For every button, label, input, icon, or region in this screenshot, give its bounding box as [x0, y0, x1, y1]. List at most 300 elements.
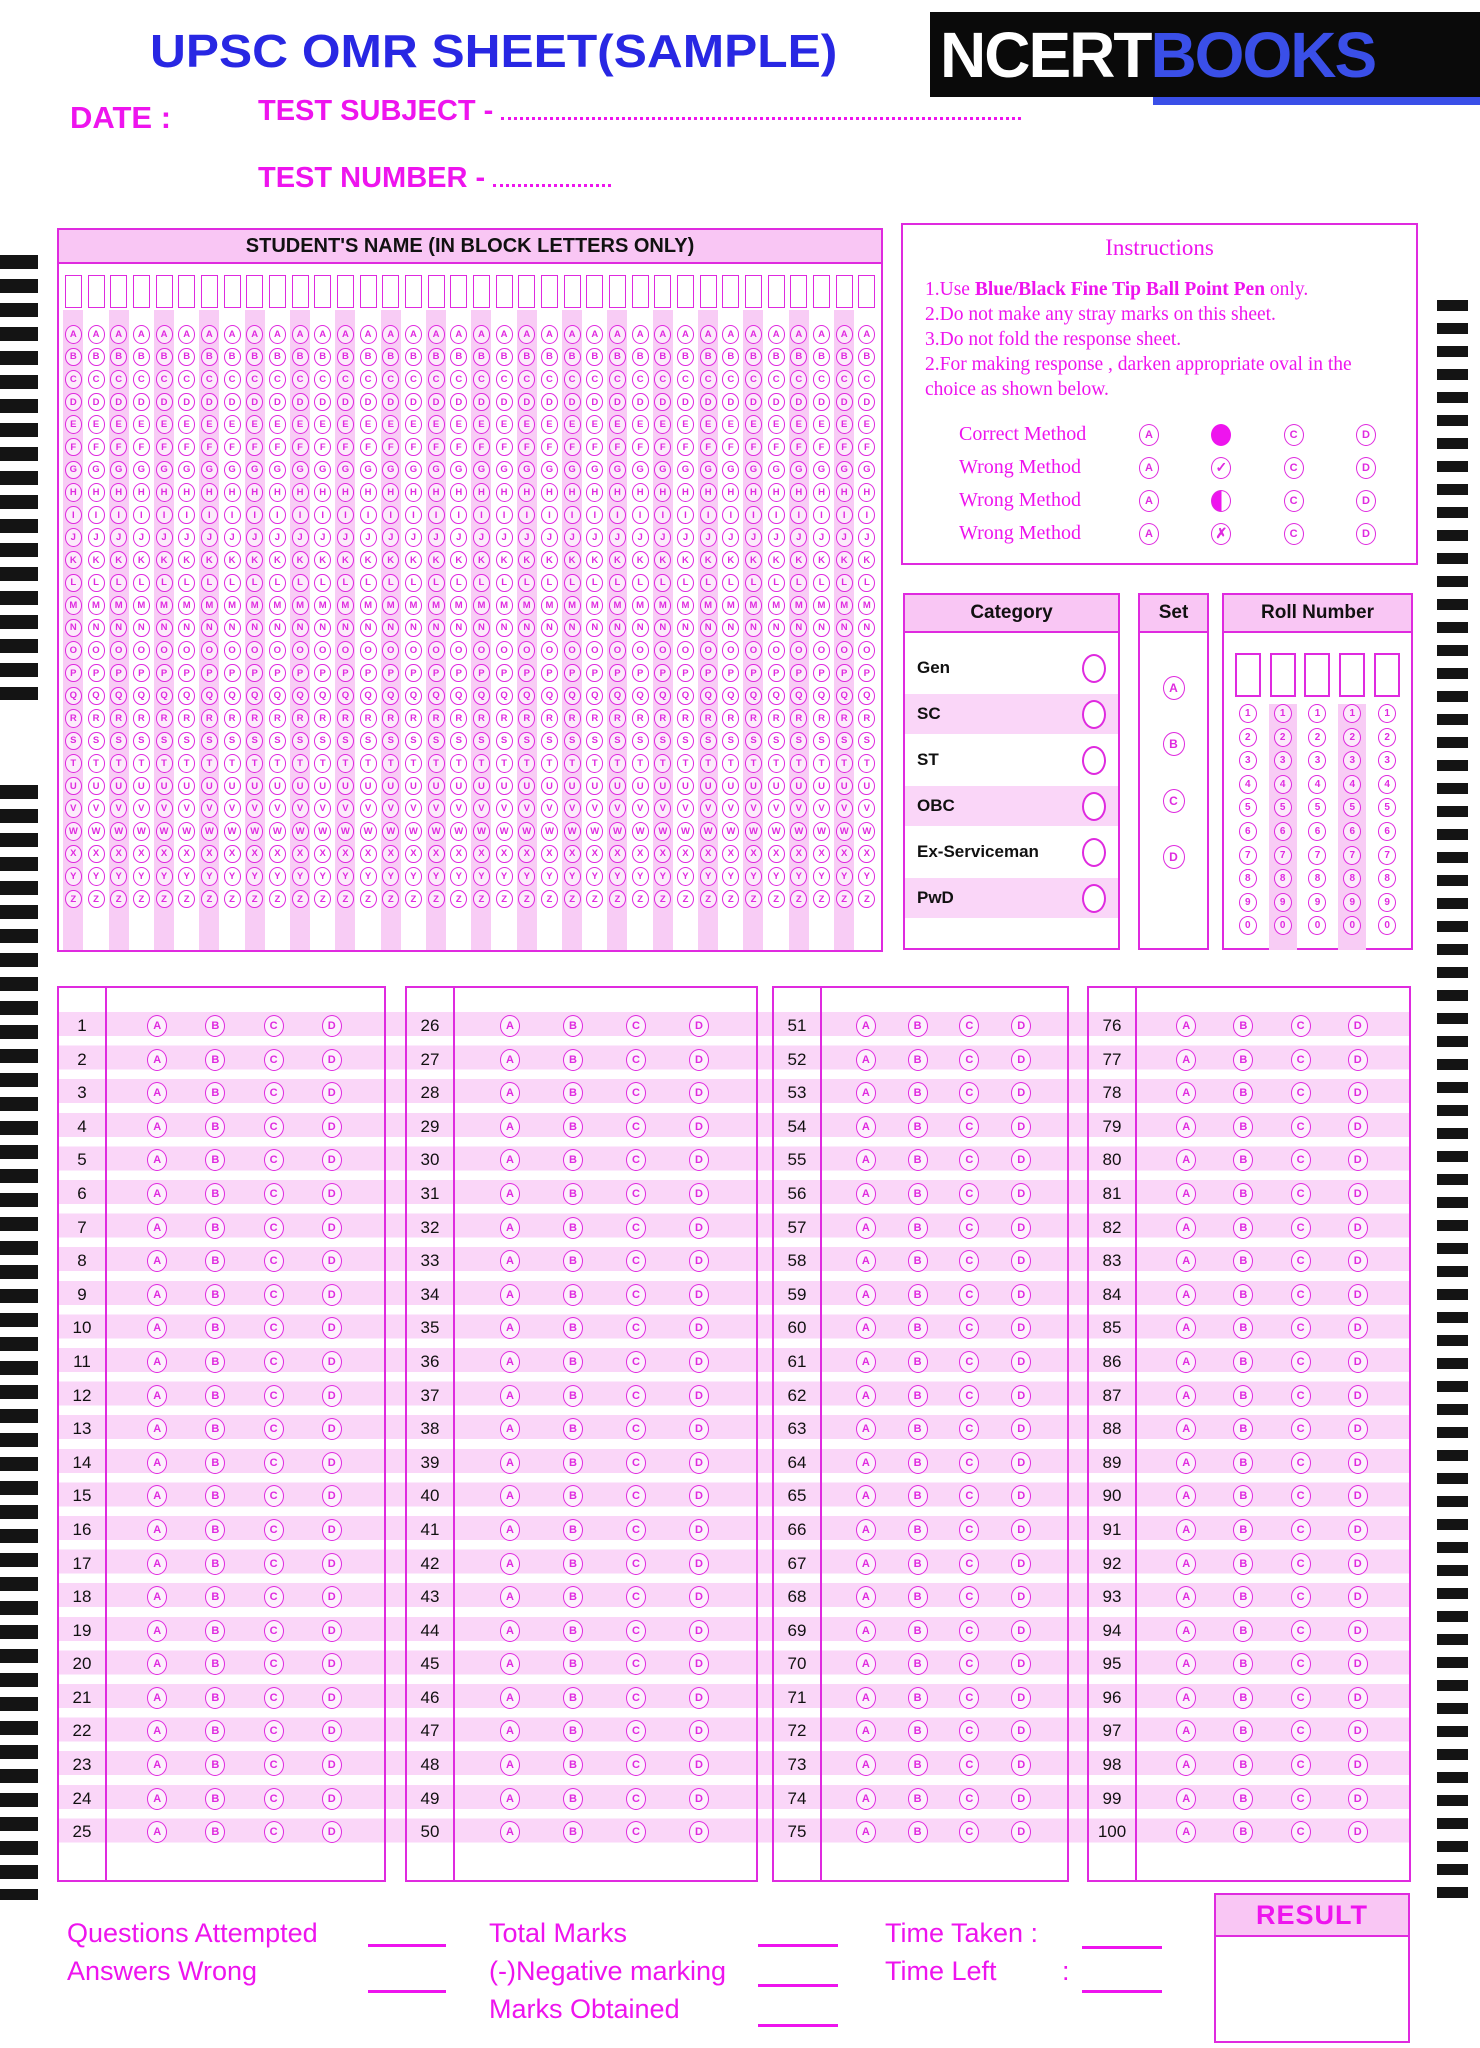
name-bubble-H[interactable]: H — [156, 483, 173, 502]
roll-bubble-5[interactable]: 5 — [1274, 798, 1292, 817]
name-bubble-M[interactable]: M — [224, 596, 241, 615]
name-bubble-V[interactable]: V — [110, 799, 127, 818]
name-bubble-P[interactable]: P — [337, 664, 354, 683]
answer-bubble-74-B[interactable]: B — [908, 1788, 928, 1810]
name-bubble-Y[interactable]: Y — [790, 867, 807, 886]
name-bubble-G[interactable]: G — [156, 461, 173, 480]
name-bubble-T[interactable]: T — [178, 754, 195, 773]
name-bubble-X[interactable]: X — [292, 845, 309, 864]
roll-bubble-7[interactable]: 7 — [1239, 846, 1257, 865]
name-bubble-X[interactable]: X — [541, 845, 558, 864]
name-bubble-X[interactable]: X — [790, 845, 807, 864]
roll-bubble-8[interactable]: 8 — [1308, 869, 1326, 888]
name-bubble-D[interactable]: D — [405, 393, 422, 412]
answer-bubble-7-D[interactable]: D — [322, 1217, 342, 1239]
name-bubble-D[interactable]: D — [428, 393, 445, 412]
name-bubble-N[interactable]: N — [224, 619, 241, 638]
name-bubble-W[interactable]: W — [541, 822, 558, 841]
name-bubble-S[interactable]: S — [813, 732, 830, 751]
name-bubble-Y[interactable]: Y — [360, 867, 377, 886]
name-bubble-R[interactable]: R — [496, 709, 513, 728]
name-bubble-F[interactable]: F — [110, 438, 127, 457]
answer-bubble-16-C[interactable]: C — [264, 1519, 284, 1541]
name-bubble-Q[interactable]: Q — [65, 687, 82, 706]
name-bubble-T[interactable]: T — [405, 754, 422, 773]
name-bubble-I[interactable]: I — [722, 506, 739, 525]
name-bubble-L[interactable]: L — [156, 574, 173, 593]
answer-bubble-3-A[interactable]: A — [147, 1082, 167, 1104]
answer-bubble-57-C[interactable]: C — [959, 1217, 979, 1239]
answer-bubble-8-C[interactable]: C — [264, 1250, 284, 1272]
roll-digit-box[interactable] — [1270, 653, 1296, 697]
answer-bubble-92-B[interactable]: B — [1233, 1553, 1253, 1575]
name-bubble-K[interactable]: K — [518, 551, 535, 570]
name-bubble-O[interactable]: O — [813, 641, 830, 660]
answer-bubble-52-B[interactable]: B — [908, 1049, 928, 1071]
answer-bubble-79-D[interactable]: D — [1348, 1116, 1368, 1138]
answer-bubble-65-D[interactable]: D — [1011, 1485, 1031, 1507]
name-bubble-M[interactable]: M — [858, 596, 875, 615]
name-letter-box[interactable] — [88, 275, 105, 308]
answer-bubble-43-B[interactable]: B — [563, 1586, 583, 1608]
answer-bubble-96-B[interactable]: B — [1233, 1687, 1253, 1709]
answer-bubble-24-C[interactable]: C — [264, 1788, 284, 1810]
answer-bubble-84-D[interactable]: D — [1348, 1284, 1368, 1306]
name-bubble-R[interactable]: R — [541, 709, 558, 728]
answer-bubble-81-B[interactable]: B — [1233, 1183, 1253, 1205]
name-bubble-S[interactable]: S — [201, 732, 218, 751]
answer-bubble-51-C[interactable]: C — [959, 1015, 979, 1037]
name-bubble-K[interactable]: K — [110, 551, 127, 570]
name-bubble-C[interactable]: C — [768, 370, 785, 389]
name-bubble-P[interactable]: P — [609, 664, 626, 683]
name-bubble-R[interactable]: R — [224, 709, 241, 728]
name-bubble-C[interactable]: C — [88, 370, 105, 389]
name-bubble-L[interactable]: L — [632, 574, 649, 593]
name-bubble-S[interactable]: S — [745, 732, 762, 751]
answer-bubble-35-C[interactable]: C — [626, 1317, 646, 1339]
name-bubble-O[interactable]: O — [450, 641, 467, 660]
answer-bubble-49-D[interactable]: D — [689, 1788, 709, 1810]
name-bubble-O[interactable]: O — [428, 641, 445, 660]
name-bubble-G[interactable]: G — [133, 461, 150, 480]
name-bubble-H[interactable]: H — [700, 483, 717, 502]
answer-bubble-68-C[interactable]: C — [959, 1586, 979, 1608]
name-bubble-W[interactable]: W — [246, 822, 263, 841]
name-bubble-K[interactable]: K — [586, 551, 603, 570]
name-bubble-R[interactable]: R — [292, 709, 309, 728]
name-bubble-I[interactable]: I — [700, 506, 717, 525]
answer-bubble-70-D[interactable]: D — [1011, 1653, 1031, 1675]
name-bubble-S[interactable]: S — [700, 732, 717, 751]
name-bubble-A[interactable]: A — [269, 325, 286, 344]
name-bubble-T[interactable]: T — [292, 754, 309, 773]
name-bubble-Z[interactable]: Z — [518, 890, 535, 909]
name-bubble-P[interactable]: P — [632, 664, 649, 683]
name-bubble-Q[interactable]: Q — [586, 687, 603, 706]
answer-bubble-28-A[interactable]: A — [500, 1082, 520, 1104]
name-bubble-I[interactable]: I — [745, 506, 762, 525]
name-bubble-E[interactable]: E — [246, 415, 263, 434]
answer-bubble-78-D[interactable]: D — [1348, 1082, 1368, 1104]
name-bubble-N[interactable]: N — [745, 619, 762, 638]
name-bubble-U[interactable]: U — [586, 777, 603, 796]
name-bubble-I[interactable]: I — [541, 506, 558, 525]
name-bubble-P[interactable]: P — [156, 664, 173, 683]
name-bubble-G[interactable]: G — [632, 461, 649, 480]
name-bubble-R[interactable]: R — [110, 709, 127, 728]
name-bubble-G[interactable]: G — [337, 461, 354, 480]
answer-bubble-50-A[interactable]: A — [500, 1821, 520, 1843]
answer-bubble-33-A[interactable]: A — [500, 1250, 520, 1272]
name-bubble-M[interactable]: M — [269, 596, 286, 615]
answer-bubble-98-C[interactable]: C — [1291, 1754, 1311, 1776]
name-bubble-F[interactable]: F — [632, 438, 649, 457]
roll-bubble-2[interactable]: 2 — [1308, 728, 1326, 747]
name-bubble-Y[interactable]: Y — [473, 867, 490, 886]
answer-bubble-46-A[interactable]: A — [500, 1687, 520, 1709]
name-bubble-I[interactable]: I — [813, 506, 830, 525]
answer-bubble-60-A[interactable]: A — [856, 1317, 876, 1339]
name-bubble-B[interactable]: B — [564, 348, 581, 367]
answer-bubble-78-A[interactable]: A — [1176, 1082, 1196, 1104]
name-bubble-G[interactable]: G — [224, 461, 241, 480]
answer-bubble-68-B[interactable]: B — [908, 1586, 928, 1608]
answer-bubble-22-A[interactable]: A — [147, 1720, 167, 1742]
name-bubble-Y[interactable]: Y — [178, 867, 195, 886]
name-bubble-B[interactable]: B — [201, 348, 218, 367]
name-bubble-H[interactable]: H — [110, 483, 127, 502]
answer-bubble-31-D[interactable]: D — [689, 1183, 709, 1205]
name-bubble-X[interactable]: X — [722, 845, 739, 864]
name-bubble-E[interactable]: E — [428, 415, 445, 434]
answer-bubble-1-D[interactable]: D — [322, 1015, 342, 1037]
name-bubble-C[interactable]: C — [722, 370, 739, 389]
name-bubble-M[interactable]: M — [654, 596, 671, 615]
name-bubble-T[interactable]: T — [632, 754, 649, 773]
name-bubble-G[interactable]: G — [314, 461, 331, 480]
name-bubble-S[interactable]: S — [768, 732, 785, 751]
name-bubble-V[interactable]: V — [360, 799, 377, 818]
answer-bubble-67-B[interactable]: B — [908, 1553, 928, 1575]
name-bubble-G[interactable]: G — [586, 461, 603, 480]
name-bubble-I[interactable]: I — [518, 506, 535, 525]
name-bubble-C[interactable]: C — [836, 370, 853, 389]
answer-bubble-14-C[interactable]: C — [264, 1452, 284, 1474]
answer-bubble-36-D[interactable]: D — [689, 1351, 709, 1373]
name-bubble-J[interactable]: J — [700, 528, 717, 547]
name-bubble-M[interactable]: M — [178, 596, 195, 615]
name-bubble-E[interactable]: E — [541, 415, 558, 434]
name-bubble-L[interactable]: L — [813, 574, 830, 593]
name-bubble-Z[interactable]: Z — [632, 890, 649, 909]
name-bubble-L[interactable]: L — [292, 574, 309, 593]
answer-bubble-19-C[interactable]: C — [264, 1620, 284, 1642]
answer-bubble-76-A[interactable]: A — [1176, 1015, 1196, 1037]
answer-bubble-64-A[interactable]: A — [856, 1452, 876, 1474]
name-bubble-Z[interactable]: Z — [790, 890, 807, 909]
name-bubble-K[interactable]: K — [292, 551, 309, 570]
name-bubble-Y[interactable]: Y — [496, 867, 513, 886]
name-bubble-M[interactable]: M — [564, 596, 581, 615]
name-bubble-B[interactable]: B — [360, 348, 377, 367]
answer-bubble-83-D[interactable]: D — [1348, 1250, 1368, 1272]
answer-bubble-24-B[interactable]: B — [205, 1788, 225, 1810]
name-bubble-Q[interactable]: Q — [405, 687, 422, 706]
name-bubble-V[interactable]: V — [473, 799, 490, 818]
name-bubble-Q[interactable]: Q — [178, 687, 195, 706]
name-bubble-S[interactable]: S — [337, 732, 354, 751]
name-bubble-Y[interactable]: Y — [813, 867, 830, 886]
name-bubble-F[interactable]: F — [518, 438, 535, 457]
answer-bubble-2-B[interactable]: B — [205, 1049, 225, 1071]
name-bubble-S[interactable]: S — [178, 732, 195, 751]
answer-bubble-81-D[interactable]: D — [1348, 1183, 1368, 1205]
answer-bubble-18-B[interactable]: B — [205, 1586, 225, 1608]
name-bubble-R[interactable]: R — [269, 709, 286, 728]
name-bubble-F[interactable]: F — [722, 438, 739, 457]
roll-bubble-5[interactable]: 5 — [1239, 798, 1257, 817]
name-bubble-J[interactable]: J — [201, 528, 218, 547]
name-bubble-C[interactable]: C — [541, 370, 558, 389]
name-bubble-D[interactable]: D — [654, 393, 671, 412]
name-bubble-I[interactable]: I — [632, 506, 649, 525]
answer-bubble-95-B[interactable]: B — [1233, 1653, 1253, 1675]
answer-bubble-61-A[interactable]: A — [856, 1351, 876, 1373]
name-bubble-B[interactable]: B — [405, 348, 422, 367]
name-bubble-U[interactable]: U — [518, 777, 535, 796]
answer-bubble-46-D[interactable]: D — [689, 1687, 709, 1709]
name-bubble-U[interactable]: U — [473, 777, 490, 796]
name-bubble-U[interactable]: U — [246, 777, 263, 796]
name-bubble-Y[interactable]: Y — [246, 867, 263, 886]
name-letter-box[interactable] — [201, 275, 218, 308]
roll-bubble-5[interactable]: 5 — [1343, 798, 1361, 817]
name-letter-box[interactable] — [314, 275, 331, 308]
name-bubble-Z[interactable]: Z — [360, 890, 377, 909]
name-bubble-K[interactable]: K — [473, 551, 490, 570]
name-bubble-M[interactable]: M — [405, 596, 422, 615]
name-bubble-J[interactable]: J — [405, 528, 422, 547]
name-bubble-A[interactable]: A — [405, 325, 422, 344]
name-bubble-X[interactable]: X — [88, 845, 105, 864]
answer-bubble-13-A[interactable]: A — [147, 1418, 167, 1440]
answer-bubble-58-D[interactable]: D — [1011, 1250, 1031, 1272]
answer-bubble-71-D[interactable]: D — [1011, 1687, 1031, 1709]
name-bubble-E[interactable]: E — [858, 415, 875, 434]
answer-bubble-15-C[interactable]: C — [264, 1485, 284, 1507]
roll-bubble-8[interactable]: 8 — [1343, 869, 1361, 888]
name-bubble-D[interactable]: D — [88, 393, 105, 412]
name-bubble-D[interactable]: D — [745, 393, 762, 412]
name-bubble-V[interactable]: V — [700, 799, 717, 818]
answer-bubble-69-A[interactable]: A — [856, 1620, 876, 1642]
name-bubble-D[interactable]: D — [518, 393, 535, 412]
answer-bubble-13-C[interactable]: C — [264, 1418, 284, 1440]
name-letter-box[interactable] — [745, 275, 762, 308]
name-bubble-H[interactable]: H — [677, 483, 694, 502]
answer-bubble-15-D[interactable]: D — [322, 1485, 342, 1507]
name-bubble-S[interactable]: S — [836, 732, 853, 751]
name-bubble-G[interactable]: G — [473, 461, 490, 480]
name-bubble-L[interactable]: L — [269, 574, 286, 593]
name-bubble-N[interactable]: N — [473, 619, 490, 638]
name-bubble-U[interactable]: U — [269, 777, 286, 796]
name-bubble-P[interactable]: P — [292, 664, 309, 683]
name-bubble-L[interactable]: L — [609, 574, 626, 593]
answer-bubble-33-D[interactable]: D — [689, 1250, 709, 1272]
name-bubble-G[interactable]: G — [65, 461, 82, 480]
answer-bubble-18-A[interactable]: A — [147, 1586, 167, 1608]
name-bubble-D[interactable]: D — [564, 393, 581, 412]
name-bubble-T[interactable]: T — [201, 754, 218, 773]
answer-bubble-29-D[interactable]: D — [689, 1116, 709, 1138]
answer-bubble-51-D[interactable]: D — [1011, 1015, 1031, 1037]
answer-bubble-26-C[interactable]: C — [626, 1015, 646, 1037]
name-letter-box[interactable] — [836, 275, 853, 308]
name-bubble-T[interactable]: T — [768, 754, 785, 773]
answer-bubble-27-C[interactable]: C — [626, 1049, 646, 1071]
answer-bubble-30-D[interactable]: D — [689, 1149, 709, 1171]
name-bubble-W[interactable]: W — [858, 822, 875, 841]
answer-bubble-10-C[interactable]: C — [264, 1317, 284, 1339]
answer-bubble-81-A[interactable]: A — [1176, 1183, 1196, 1205]
name-bubble-D[interactable]: D — [201, 393, 218, 412]
test-number-input[interactable] — [493, 163, 611, 187]
name-bubble-M[interactable]: M — [518, 596, 535, 615]
name-bubble-P[interactable]: P — [745, 664, 762, 683]
name-letter-box[interactable] — [768, 275, 785, 308]
roll-bubble-7[interactable]: 7 — [1343, 846, 1361, 865]
answer-bubble-72-B[interactable]: B — [908, 1720, 928, 1742]
name-bubble-T[interactable]: T — [654, 754, 671, 773]
name-bubble-X[interactable]: X — [246, 845, 263, 864]
name-bubble-F[interactable]: F — [292, 438, 309, 457]
name-bubble-V[interactable]: V — [609, 799, 626, 818]
name-bubble-O[interactable]: O — [768, 641, 785, 660]
name-letter-box[interactable] — [654, 275, 671, 308]
name-bubble-U[interactable]: U — [405, 777, 422, 796]
name-bubble-Z[interactable]: Z — [450, 890, 467, 909]
name-bubble-E[interactable]: E — [813, 415, 830, 434]
name-bubble-J[interactable]: J — [586, 528, 603, 547]
answer-bubble-13-B[interactable]: B — [205, 1418, 225, 1440]
name-bubble-T[interactable]: T — [428, 754, 445, 773]
roll-bubble-0[interactable]: 0 — [1378, 916, 1396, 935]
roll-bubble-3[interactable]: 3 — [1308, 751, 1326, 770]
answer-bubble-77-C[interactable]: C — [1291, 1049, 1311, 1071]
name-bubble-F[interactable]: F — [745, 438, 762, 457]
answer-bubble-53-A[interactable]: A — [856, 1082, 876, 1104]
name-bubble-N[interactable]: N — [609, 619, 626, 638]
name-bubble-N[interactable]: N — [790, 619, 807, 638]
answer-bubble-100-A[interactable]: A — [1176, 1821, 1196, 1843]
name-bubble-P[interactable]: P — [473, 664, 490, 683]
answer-bubble-37-A[interactable]: A — [500, 1385, 520, 1407]
name-bubble-F[interactable]: F — [496, 438, 513, 457]
answer-bubble-96-A[interactable]: A — [1176, 1687, 1196, 1709]
answer-bubble-17-D[interactable]: D — [322, 1553, 342, 1575]
answer-bubble-16-A[interactable]: A — [147, 1519, 167, 1541]
name-bubble-O[interactable]: O — [541, 641, 558, 660]
answer-bubble-59-A[interactable]: A — [856, 1284, 876, 1306]
category-bubble-pwd[interactable] — [1082, 884, 1106, 913]
answer-bubble-67-D[interactable]: D — [1011, 1553, 1031, 1575]
answer-bubble-54-B[interactable]: B — [908, 1116, 928, 1138]
name-bubble-N[interactable]: N — [269, 619, 286, 638]
roll-bubble-9[interactable]: 9 — [1308, 893, 1326, 912]
name-bubble-N[interactable]: N — [65, 619, 82, 638]
answer-bubble-82-A[interactable]: A — [1176, 1217, 1196, 1239]
answer-bubble-54-A[interactable]: A — [856, 1116, 876, 1138]
answer-bubble-4-A[interactable]: A — [147, 1116, 167, 1138]
name-bubble-P[interactable]: P — [768, 664, 785, 683]
answer-bubble-62-D[interactable]: D — [1011, 1385, 1031, 1407]
name-bubble-D[interactable]: D — [858, 393, 875, 412]
name-bubble-C[interactable]: C — [360, 370, 377, 389]
name-bubble-X[interactable]: X — [677, 845, 694, 864]
name-bubble-R[interactable]: R — [790, 709, 807, 728]
name-letter-box[interactable] — [133, 275, 150, 308]
name-bubble-X[interactable]: X — [836, 845, 853, 864]
name-bubble-N[interactable]: N — [564, 619, 581, 638]
name-bubble-I[interactable]: I — [586, 506, 603, 525]
name-bubble-W[interactable]: W — [790, 822, 807, 841]
name-bubble-X[interactable]: X — [201, 845, 218, 864]
answer-bubble-67-A[interactable]: A — [856, 1553, 876, 1575]
name-bubble-H[interactable]: H — [813, 483, 830, 502]
name-bubble-R[interactable]: R — [722, 709, 739, 728]
name-bubble-K[interactable]: K — [813, 551, 830, 570]
name-bubble-O[interactable]: O — [473, 641, 490, 660]
name-bubble-X[interactable]: X — [632, 845, 649, 864]
name-bubble-B[interactable]: B — [178, 348, 195, 367]
name-bubble-W[interactable]: W — [496, 822, 513, 841]
name-bubble-L[interactable]: L — [564, 574, 581, 593]
name-bubble-Y[interactable]: Y — [518, 867, 535, 886]
name-bubble-J[interactable]: J — [722, 528, 739, 547]
answer-bubble-7-C[interactable]: C — [264, 1217, 284, 1239]
answer-bubble-44-B[interactable]: B — [563, 1620, 583, 1642]
name-bubble-F[interactable]: F — [858, 438, 875, 457]
name-letter-box[interactable] — [65, 275, 82, 308]
name-bubble-Y[interactable]: Y — [88, 867, 105, 886]
name-bubble-Z[interactable]: Z — [858, 890, 875, 909]
name-bubble-I[interactable]: I — [224, 506, 241, 525]
name-bubble-O[interactable]: O — [586, 641, 603, 660]
name-bubble-O[interactable]: O — [314, 641, 331, 660]
name-bubble-X[interactable]: X — [745, 845, 762, 864]
answer-bubble-9-B[interactable]: B — [205, 1284, 225, 1306]
answer-bubble-89-D[interactable]: D — [1348, 1452, 1368, 1474]
name-bubble-Q[interactable]: Q — [246, 687, 263, 706]
answer-bubble-59-C[interactable]: C — [959, 1284, 979, 1306]
answer-bubble-42-B[interactable]: B — [563, 1553, 583, 1575]
name-bubble-E[interactable]: E — [790, 415, 807, 434]
name-bubble-Y[interactable]: Y — [314, 867, 331, 886]
answer-bubble-23-D[interactable]: D — [322, 1754, 342, 1776]
name-bubble-Y[interactable]: Y — [201, 867, 218, 886]
answer-bubble-3-B[interactable]: B — [205, 1082, 225, 1104]
answer-bubble-98-A[interactable]: A — [1176, 1754, 1196, 1776]
answer-bubble-66-D[interactable]: D — [1011, 1519, 1031, 1541]
answer-bubble-67-C[interactable]: C — [959, 1553, 979, 1575]
answer-bubble-28-B[interactable]: B — [563, 1082, 583, 1104]
name-bubble-V[interactable]: V — [201, 799, 218, 818]
name-bubble-W[interactable]: W — [654, 822, 671, 841]
name-bubble-F[interactable]: F — [201, 438, 218, 457]
name-bubble-E[interactable]: E — [292, 415, 309, 434]
